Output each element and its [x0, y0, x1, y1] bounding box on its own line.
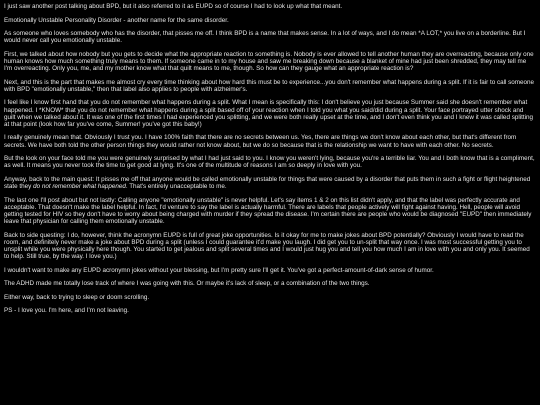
paragraph-text: First, we talked about how nobody but you gets to decide what the appropriate reaction to something is. Nobody is ever allowed to tell another human they are overreacting, because only one human knows how much something truly means to them. If someone came in to my house and saw me breaking down because a blanket of mine had just been shredded, they may tell me I'm overreacting. Only you, me, and my mother know what that quilt means to me, though. So how can they gauge what an appropriate reaction is?: [4, 50, 534, 73]
paragraph-text: . That's entirely unacceptable to me.: [125, 183, 227, 191]
paragraph-text: I wouldn't want to make any EUPD acronymn jokes without your blessing, but I'm pretty sure I'll get it. You've got a perfect-amount-of-dark sense of humor.: [4, 266, 434, 274]
paragraph-5: [4, 79, 536, 93]
paragraph-text: I just saw another post talking about BPD, but it also referred to it as EUPD so of course I had to look up what that meant.: [4, 3, 343, 10]
paragraph-text: I really genuinely mean that. Obviously I trust you. I have 100% faith that there are no secrets between us. Yes, there are things we don't know about each other, but that's different from secrets. We have both told the other person things they would rather not know about, but we do so because that is the relationship we want to have with each other. No secrets.: [4, 134, 517, 149]
paragraph-4: [4, 51, 536, 73]
paragraph-text: Next, and this is the part that makes me almost cry every time thinking about how hard this must be to experience...you don't remember what happens during a split. If it is fair to call someone with BPD "emotionally unstable," then that label also applies to people with alzheimer's.: [4, 78, 535, 93]
paragraph-12: [4, 267, 536, 274]
paragraph-text: Emotionally Unstable Personality Disorder - another name for the same disorder.: [4, 16, 229, 24]
paragraph-1: [4, 3, 536, 10]
paragraph-3: [4, 30, 536, 44]
paragraph-8: [4, 155, 536, 169]
paragraph-text: Either way, back to trying to sleep or doom scrolling.: [4, 293, 150, 301]
paragraph-text: The last one I'll post about but not lastly: Calling anyone "emotionally unstable" is never helpful. Let's say items 1 & 2 on this list didn't apply, and that the label was perfectly accurate and acceptable. That doesn't make the label helpful. In fact, I'd venture to say the label is actually harmful. There are labels that people actively will fight against having. Hell, people will avoid getting tested for HIV so they don't have to worry about being charged with murder if they spread the disease. I'm certain there are people who would be diagnosed "EUPD" then immediately leave that physician for calling them emotionally unstable.: [4, 196, 532, 226]
paragraph-text: Anyway, back to the main quest: It pisses me off that anyone would be called emotionally unstable for things that were caused by a disorder that puts them in such a fight or flight heightened state they: [4, 175, 531, 191]
paragraph-2: [4, 17, 536, 24]
paragraph-15: [4, 307, 536, 314]
emphasized-text: do not remember what happened: [33, 183, 126, 191]
paragraph-text: But the look on your face told me you were genuinely surprised by what I had just said to you. I know you weren't lying, because you're a terrible liar. You and I both know that is a compliment, as well. It means you never took the time to get good at lying. It's one of the multitude of reasons I am so deeply in love with you.: [4, 155, 535, 170]
paragraph-text: The ADHD made me totally lose track of where I was going with this. Or maybe it's lack of sleep, or a combination of the two things.: [4, 280, 370, 288]
paragraph-text: PS - I love you. I'm here, and I'm not leaving.: [4, 307, 129, 315]
paragraph-7: [4, 134, 536, 148]
paragraph-13: [4, 280, 536, 287]
paragraph-text: As someone who loves somebody who has the disorder, that pisses me off. I think BPD is a name that makes sense. In a lot of ways, and I do mean *A LOT,* you live on a borderline. But I would never call you emotionally unstable.: [4, 30, 526, 45]
paragraph-6: [4, 99, 536, 128]
paragraph-text: Back to side questing: I do, however, think the acronymn EUPD is full of great joke opportunities. Is it okay for me to make jokes about BPD potentially? Obviously I would have to read the room, and definitely never make a joke about BPD during a split (unless I could guarantee it'd make you laugh. I did get you to un-split that way once. I was most successful getting you to unsplit while you were physically here though. You started to get jealous and split several times and I would just hug you and tell you how much I am in love with you and only you. It seemed to help. Still true, by the way. I love you.): [4, 231, 530, 261]
paragraph-11: [4, 232, 536, 261]
paragraph-text: I feel like I know first hand that you do not remember what happens during a split. What I mean is specifically this: I don't believe you just because Summer said she doesn't remember what happened. I *KNOW* that you do not remember what happens during a split based off of your reaction when I told you what you said/did during a split. Your face portrayed utter shock and guilt when we talked about it. It was one of the first times I had experienced you splitting, and we were both really upset at the time, and I don't even think you and I knew it was called splitting at that point (look how far you've come, Summer! you've got this baby!): [4, 99, 534, 128]
paragraph-9: [4, 176, 536, 190]
paragraph-14: [4, 294, 536, 301]
paragraph-10: [4, 197, 536, 226]
